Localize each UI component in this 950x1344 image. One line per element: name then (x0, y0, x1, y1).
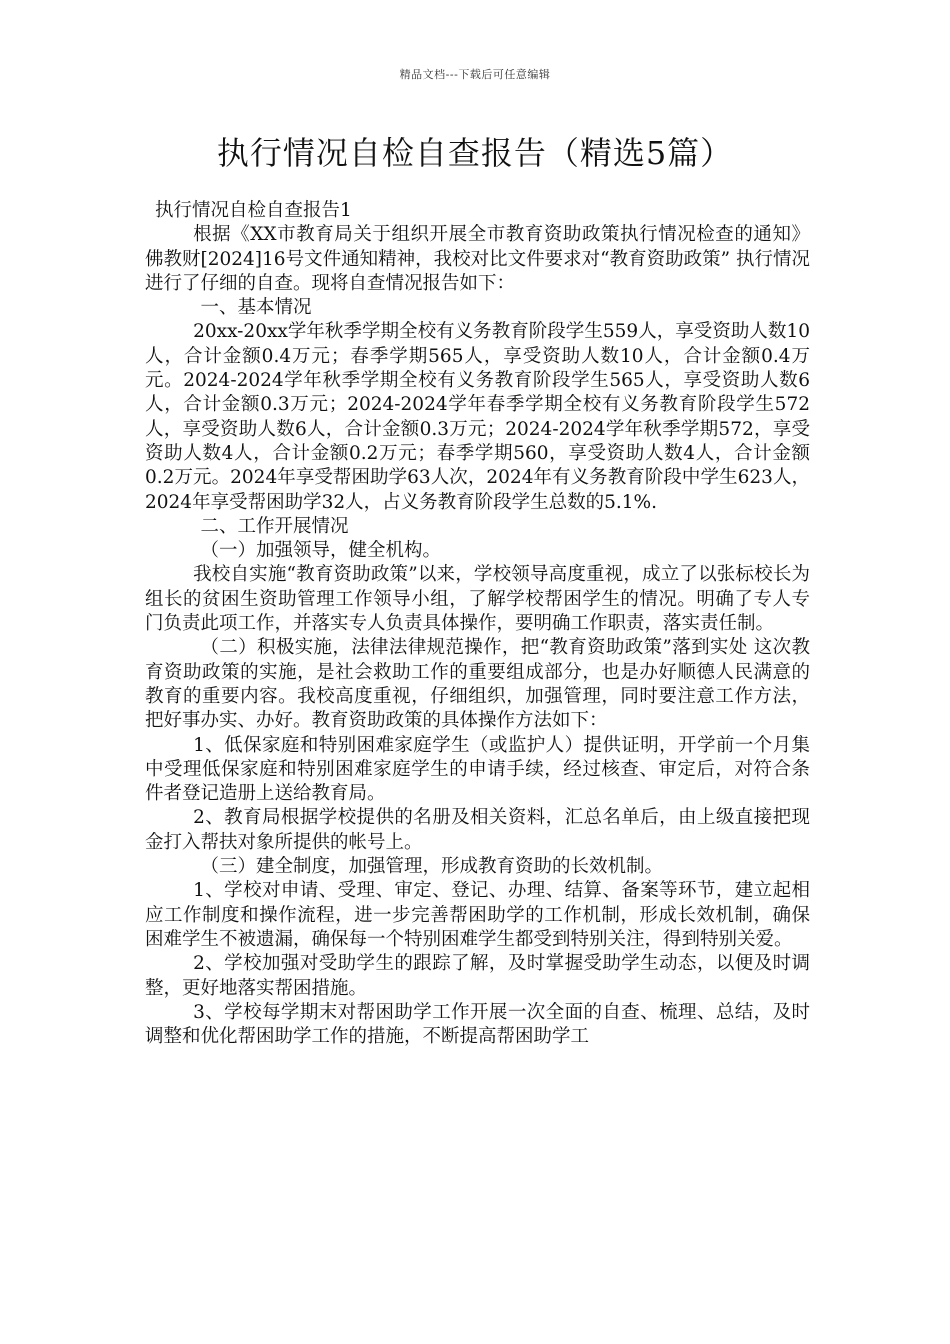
document-title: 执行情况自检自查报告（精选5篇） (216, 134, 734, 172)
section-title: 执行情况自检自查报告1 (155, 200, 352, 221)
section-heading: 二、工作开展情况 (200, 515, 349, 537)
list-item: 2、学校加强对受助学生的跟踪了解，及时掌握受助学生动态，以便及时调整，更好地落实帮困措施。 (145, 953, 810, 999)
list-item: 2、教育局根据学校提供的名册及相关资料，汇总名单后，由上级直接把现金打入帮扶对象所提供的帐号上。 (145, 807, 810, 853)
document-body (145, 199, 810, 1049)
section-heading: 一、基本情况 (200, 297, 312, 319)
list-item: 1、低保家庭和特别困难家庭学生（或监护人）提供证明，开学前一个月集中受理低保家庭和特别困难家庭学生的申请手续，经过核查、审定后，对符合条件者登记造册上送给教育局。 (145, 734, 810, 805)
page-header: 精品文档---下载后可任意编辑 (399, 68, 551, 81)
subsection-heading: （一）加强领导，健全机构。 (200, 540, 442, 562)
subsection-paragraph: （二）积极实施，法律法律规范操作，把“教育资助政策”落到实处 这次教育资助政策的实施，是社会救助工作的重要组成部分，也是办好顺德人民满意的教育的重要内容。我校高度重视，仔细组织，加强管理，同时要注意工作方法，把好事办实、办好。教育资助政策的具体操作方法如下： (145, 637, 810, 732)
list-item: 3、学校每学期末对帮困助学工作开展一次全面的自查、梳理、总结，及时调整和优化帮困助学工作的措施，不断提高帮困助学工 (145, 1001, 810, 1048)
paragraph: 我校自实施“教育资助政策”以来，学校领导高度重视，成立了以张标校长为组长的贫困生资助管理工作领导小组，了解学校帮困学生的情况。明确了专人专门负责此项工作，并落实专人负责具体操作，要明确工作职责，落实责任制。 (145, 564, 810, 635)
subsection-heading: （三）建全制度，加强管理，形成教育资助的长效机制。 (200, 856, 664, 878)
paragraph: 20xx-20xx学年秋季学期全校有义务教育阶段学生559人，享受资助人数10人，合计金额0.4万元；春季学期565人，享受资助人数10人，合计金额0.4万元。2024-2024学年秋季学期全校有义务教育阶段学生565人，享受资助人数6人，合计金额0.3万元；2024-2024学年春季学期全校有义务教育阶段学生572人，享受资助人数6人，合计金额0.3万元；2024-2024学年秋季学期572，享受资助人数4人，合计金额0.2万元；春季学期560，享受资助人数4人，合计金额0.2万元。2024年享受帮困助学63人次，2024年有义务教育阶段中学生623人，2024年享受帮困助学32人，占义务教育阶段学生总数的5.1%. (145, 321, 810, 513)
list-item: 1、学校对申请、受理、审定、登记、办理、结算、备案等环节，建立起相应工作制度和操作流程，进一步完善帮困助学的工作机制，形成长效机制，确保困难学生不被遗漏，确保每一个特别困难学生都受到特别关注，得到特别关爱。 (145, 880, 810, 950)
paragraph: 根据《XX市教育局关于组织开展全市教育资助政策执行情况检查的通知》佛教财[2024]16号文件通知精神，我校对比文件要求对“教育资助政策” 执行情况进行了仔细的自查。现将自查情况报告如下： (145, 224, 810, 294)
